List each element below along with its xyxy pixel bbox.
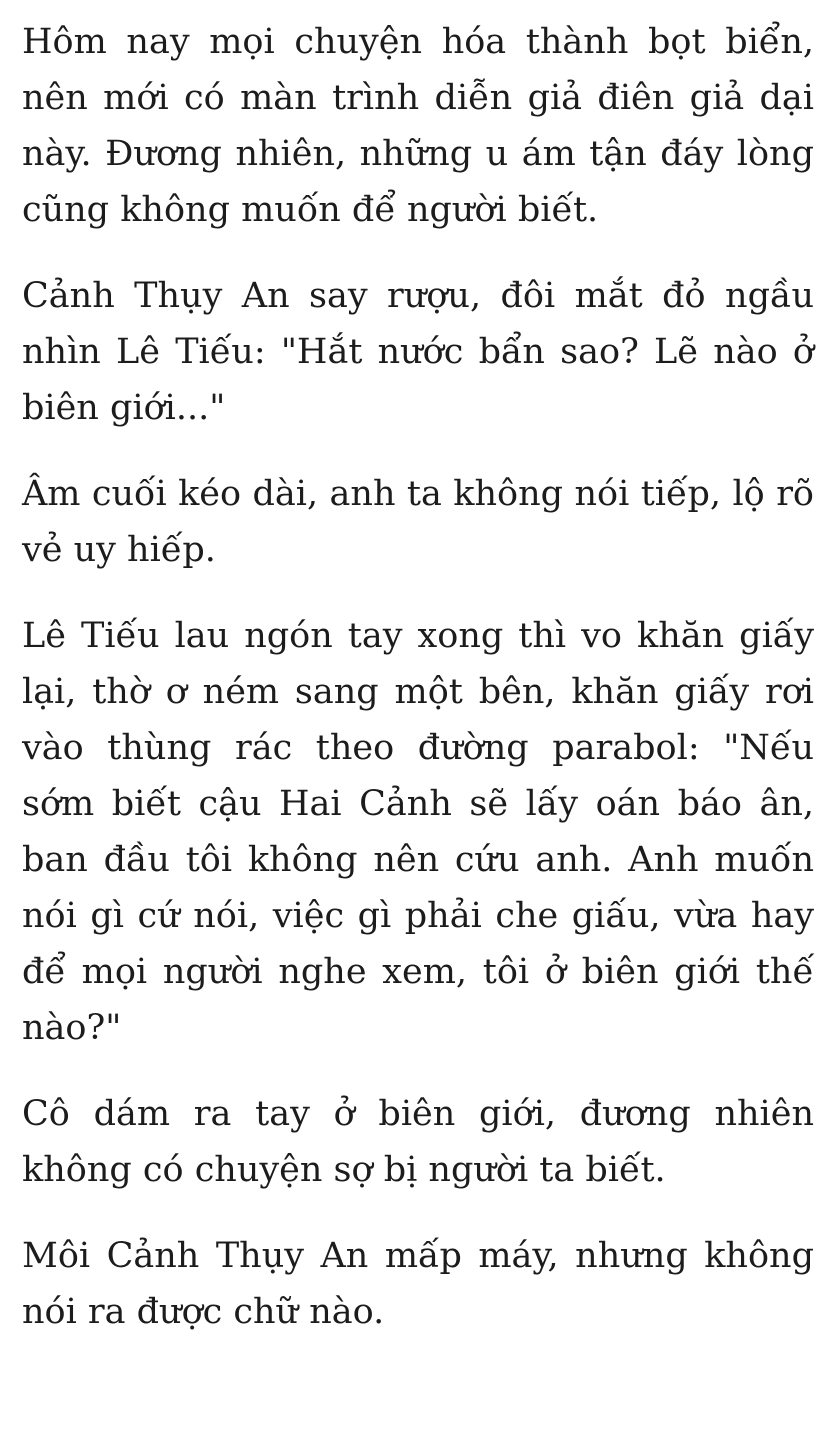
paragraph: Cảnh Thụy An say rượu, đôi mắt đỏ ngầu nhìn Lê Tiếu: "Hắt nước bẩn sao? Lẽ nào ở biên giới..." [22, 276, 814, 428]
paragraph: Lê Tiếu lau ngón tay xong thì vo khăn giấy lại, thờ ơ ném sang một bên, khăn giấy rơi vào thùng rác theo đường parabol: "Nếu sớm biết cậu Hai Cảnh sẽ lấy oán báo ân, ban đầu tôi không nên cứu anh. Anh muốn nói gì cứ nói, việc gì phải che giấu, vừa hay để mọi người nghe xem, tôi ở biên giới thế nào?" [22, 616, 814, 1048]
paragraph: Âm cuối kéo dài, anh ta không nói tiếp, lộ rõ vẻ uy hiếp. [22, 474, 814, 570]
paragraph: Hôm nay mọi chuyện hóa thành bọt biển, nên mới có màn trình diễn giả điên giả dại này. Đương nhiên, những u ám tận đáy lòng cũng không muốn để người biết. [22, 22, 814, 230]
paragraph: Môi Cảnh Thụy An mấp máy, nhưng không nói ra được chữ nào. [22, 1236, 814, 1332]
paragraph: Cô dám ra tay ở biên giới, đương nhiên không có chuyện sợ bị người ta biết. [22, 1094, 814, 1190]
